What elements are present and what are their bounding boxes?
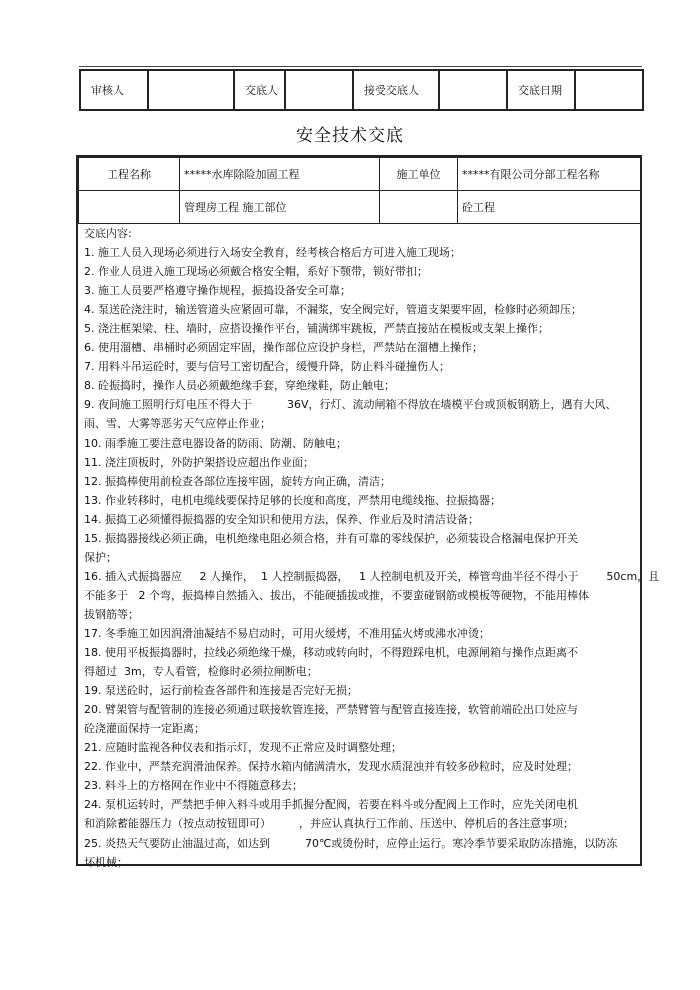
content-line: 不能多于 2 个弯，振捣棒自然插入、拔出，不能硬插拔或推，不要蛮碰钢筋或模板等硬物，不能用棒体 xyxy=(84,588,589,602)
content-lines xyxy=(84,243,660,872)
part-blank-cell xyxy=(380,191,458,224)
content-line: 21. 应随时监视各种仪表和指示灯，发现不正常应及时调整处理； xyxy=(84,741,402,755)
content-line: 12. 振捣棒使用前检查各部位连接牢固，旋转方向正确，清洁； xyxy=(84,474,391,488)
content-line: 16. 插入式振捣器应 2 人操作， 1 人控制振捣器， 1 人控制电机及开关，棒管弯曲半径不得小于 50cm，且 xyxy=(84,569,660,583)
document-title: 安全技术交底 xyxy=(296,126,404,146)
content-line: 24. 泵机运转时，严禁把手伸入料斗或用手抓握分配阀，若要在料斗或分配阀上工作时，应先关闭电机 xyxy=(84,798,578,812)
content-line: 3. 施工人员要严格遵守操作规程，振捣设备安全可靠； xyxy=(84,284,351,298)
content-line: 6. 使用溜槽、串桶时必须固定牢固，操作部位应设护身栏，严禁站在溜槽上操作； xyxy=(84,341,483,355)
content-line: 17. 冬季施工如因润滑油凝结不易启动时，可用火缓烤，不准用猛火烤或沸水冲烫； xyxy=(84,626,490,640)
content-line: 15. 振捣器接线必须正确，电机绝缘电阻必须合格，并有可靠的零线保护，必须装设合格漏电保护开关 xyxy=(84,531,578,545)
content-line: 砼浇灌面保持一定距离； xyxy=(84,722,205,736)
part-value: 管理房工程 施工部位 xyxy=(180,191,380,224)
content-line: 和消除蓄能器压力（按点动按钮即可） ，并应认真执行工作前、压送中、停机后的各注意事项； xyxy=(84,817,574,831)
content-line: 得超过 3m，专人看管，检修时必须拉闸断电； xyxy=(84,665,318,679)
top-rule xyxy=(79,66,642,67)
reviewer-field[interactable] xyxy=(148,70,234,110)
content-line: 2. 作业人员进入施工现场必须戴合格安全帽，系好下颚带，锁好带扣； xyxy=(84,265,428,279)
date-label: 交底日期 xyxy=(507,70,575,110)
content-line: 19. 泵送砼时，运行前检查各部件和连接是否完好无损； xyxy=(84,684,358,698)
content-line: 20. 臂架管与配管制的连接必须通过联接软管连接，严禁臂管与配管直接连接，软管前端砼出口处应与 xyxy=(84,703,578,717)
form-header xyxy=(78,157,640,223)
content-line: 14. 振捣工必须懂得振捣器的安全知识和使用方法，保养、作业后及时清洁设备； xyxy=(84,512,479,526)
signature-table xyxy=(79,69,644,111)
content-line: 18. 使用平板振捣器时，拉线必须绝缘干燥，移动或转向时，不得蹬踩电机，电源闸箱与操作点距离不 xyxy=(84,646,578,660)
project-name-value: *****水库除险加固工程 xyxy=(180,158,380,191)
content-line: 10. 雨季施工要注意电器设备的防雨、防潮、防触电； xyxy=(84,436,347,450)
content-heading: 交底内容: xyxy=(84,227,132,240)
discloser-field[interactable] xyxy=(285,70,353,110)
work-type-value: 砼工程 xyxy=(458,191,641,224)
disclosure-content xyxy=(84,224,660,872)
content-line: 1. 施工人员入现场必须进行入场安全教育，经考核合格后方可进入施工现场； xyxy=(84,246,461,260)
contractor-label: 施工单位 xyxy=(380,158,458,191)
project-name-label: 工程名称 xyxy=(79,158,180,191)
content-line: 7. 用料斗吊运砼时，要与信号工密切配合，缓慢升降，防止料斗碰撞伤人； xyxy=(84,360,450,374)
content-line: 雨、雪、大雾等恶劣天气应停止作业； xyxy=(84,417,271,431)
date-field[interactable] xyxy=(575,70,643,110)
content-line: 8. 砼振捣时，操作人员必须戴绝缘手套，穿绝缘鞋，防止触电； xyxy=(84,379,395,393)
reviewer-label: 审核人 xyxy=(80,70,148,110)
content-line: 拔钢筋等； xyxy=(84,607,139,621)
content-line: 5. 浇注框架梁、柱、墙时，应搭设操作平台，铺满绑牢跳板，严禁直接站在模板或支架上操作； xyxy=(84,322,549,336)
content-line: 11. 浇注顶板时，外防护架搭设应超出作业面； xyxy=(84,455,314,469)
content-line: 13. 作业转移时，电机电缆线要保持足够的长度和高度，严禁用电缆线拖、拉振捣器； xyxy=(84,493,501,507)
content-line: 25. 炎热天气要防止油温过高，如达到 70℃或烫份时，应停止运行。寒冷季节要采取防冻措施，以防冻 xyxy=(84,836,618,850)
receiver-field[interactable] xyxy=(439,70,507,110)
blank-cell xyxy=(79,191,180,224)
disclosure-form xyxy=(76,155,660,869)
content-line: 22. 作业中，严禁充润滑油保养。保持水箱内储满清水，发现水质混浊并有较多砂粒时，应及时处理； xyxy=(84,760,578,774)
contractor-value: *****有限公司分部工程名称 xyxy=(458,158,641,191)
receiver-label: 接受交底人 xyxy=(353,70,439,110)
content-line: 23. 料斗上的方格网在作业中不得随意移去； xyxy=(84,779,303,793)
content-line: 保护； xyxy=(84,550,117,564)
content-line: 4. 泵送砼浇注时，输送管道头应紧固可靠，不漏浆，安全阀完好，管道支架要牢固，检修时必须卸压； xyxy=(84,303,582,317)
content-line: 坏机械； xyxy=(84,855,128,869)
discloser-label: 交底人 xyxy=(234,70,285,110)
content-line: 9. 夜间施工照明行灯电压不得大于 36V，行灯、流动闸箱不得放在墙模平台或顶板钢筋上，遇有大风、 xyxy=(84,398,617,412)
